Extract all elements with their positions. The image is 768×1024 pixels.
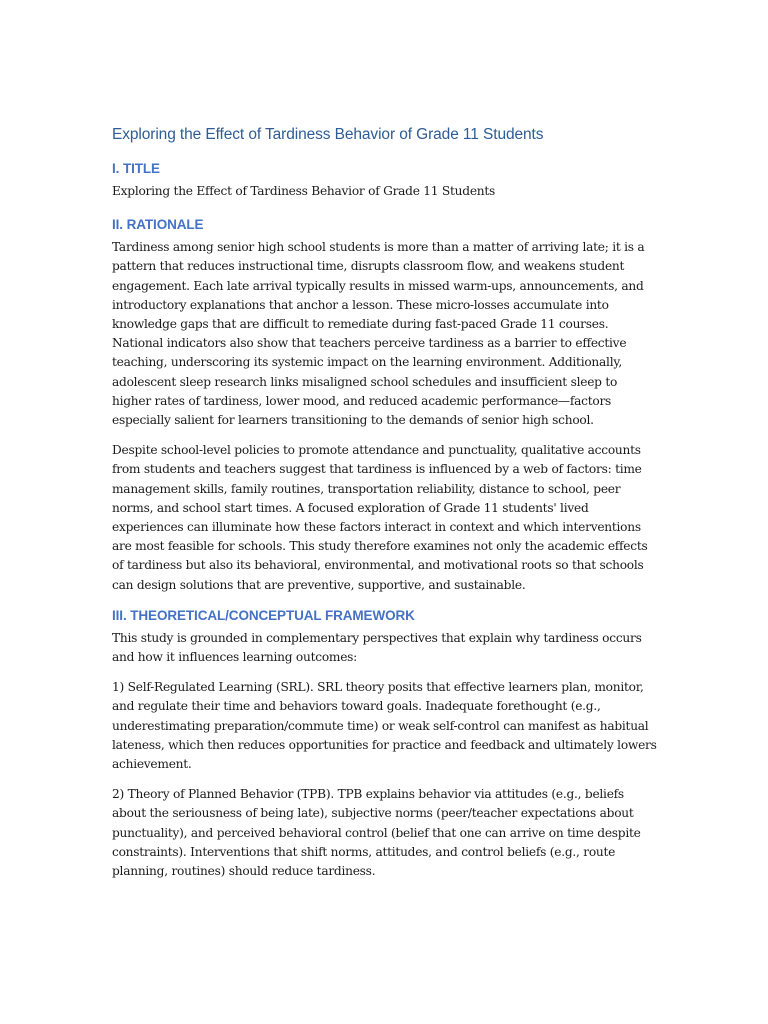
section-heading-framework: III. THEORETICAL/CONCEPTUAL FRAMEWORK [112,607,415,623]
document-title: Exploring the Effect of Tardiness Behavior of Grade 11 Students [112,126,544,143]
framework-tpb-paragraph: 2) Theory of Planned Behavior (TPB). TPB explains behavior via attitudes (e.g., beliefs about the seriousness of being late), subjective norms (peer/teacher expectations about punctuality), and perceived behavioral control (belief that one can arrive on time despite constraints). Interventions that shift norms, attitudes, and control beliefs (e.g., route planning, routines) should reduce tardiness. [112,787,641,879]
framework-srl-paragraph: 1) Self-Regulated Learning (SRL). SRL theory posits that effective learners plan, monitor, and regulate their time and behaviors toward goals. Inadequate forethought (e.g., underestimating preparation/commute time) or weak self-control can manifest as habitual lateness, which then reduces opportunities for practice and feedback and ultimately lowers achievement. [112,680,657,772]
framework-intro-paragraph: This study is grounded in complementary perspectives that explain why tardiness occurs and how it influences learning outcomes: [112,630,642,665]
title-paragraph: Exploring the Effect of Tardiness Behavior of Grade 11 Students [112,184,496,198]
section-heading-title: I. TITLE [112,161,160,176]
rationale-paragraph-2: Despite school-level policies to promote attendance and punctuality, qualitative accounts from students and teachers suggest that tardiness is influenced by a web of factors: time management skills, family routines, transportation reliability, distance to school, peer norms, and school start times. A focused exploration of Grade 11 students' lived experiences can illuminate how these factors interact in context and which interventions are most feasible for schools. This study therefore examines not only the academic effects of tardiness but also its behavioral, environmental, and motivational roots so that schools can design solutions that are preventive, supportive, and sustainable. [112,443,648,592]
rationale-paragraph-1: Tardiness among senior high school students is more than a matter of arriving late; it is a pattern that reduces instructional time, disrupts classroom flow, and weakens student engagement. Each late arrival typically results in missed warm-ups, announcements, and introductory explanations that anchor a lesson. These micro-losses accumulate into knowledge gaps that are difficult to remediate during fast-paced Grade 11 courses. National indicators also show that teachers perceive tardiness as a barrier to effective teaching, underscoring its systemic impact on the learning environment. Additionally, adolescent sleep research links misaligned school schedules and insufficient sleep to higher rates of tardiness, lower mood, and reduced academic performance—factors especially salient for learners transitioning to the demands of senior high school. [112,240,645,428]
section-heading-rationale: II. RATIONALE [112,217,204,233]
document-page [112,124,657,892]
